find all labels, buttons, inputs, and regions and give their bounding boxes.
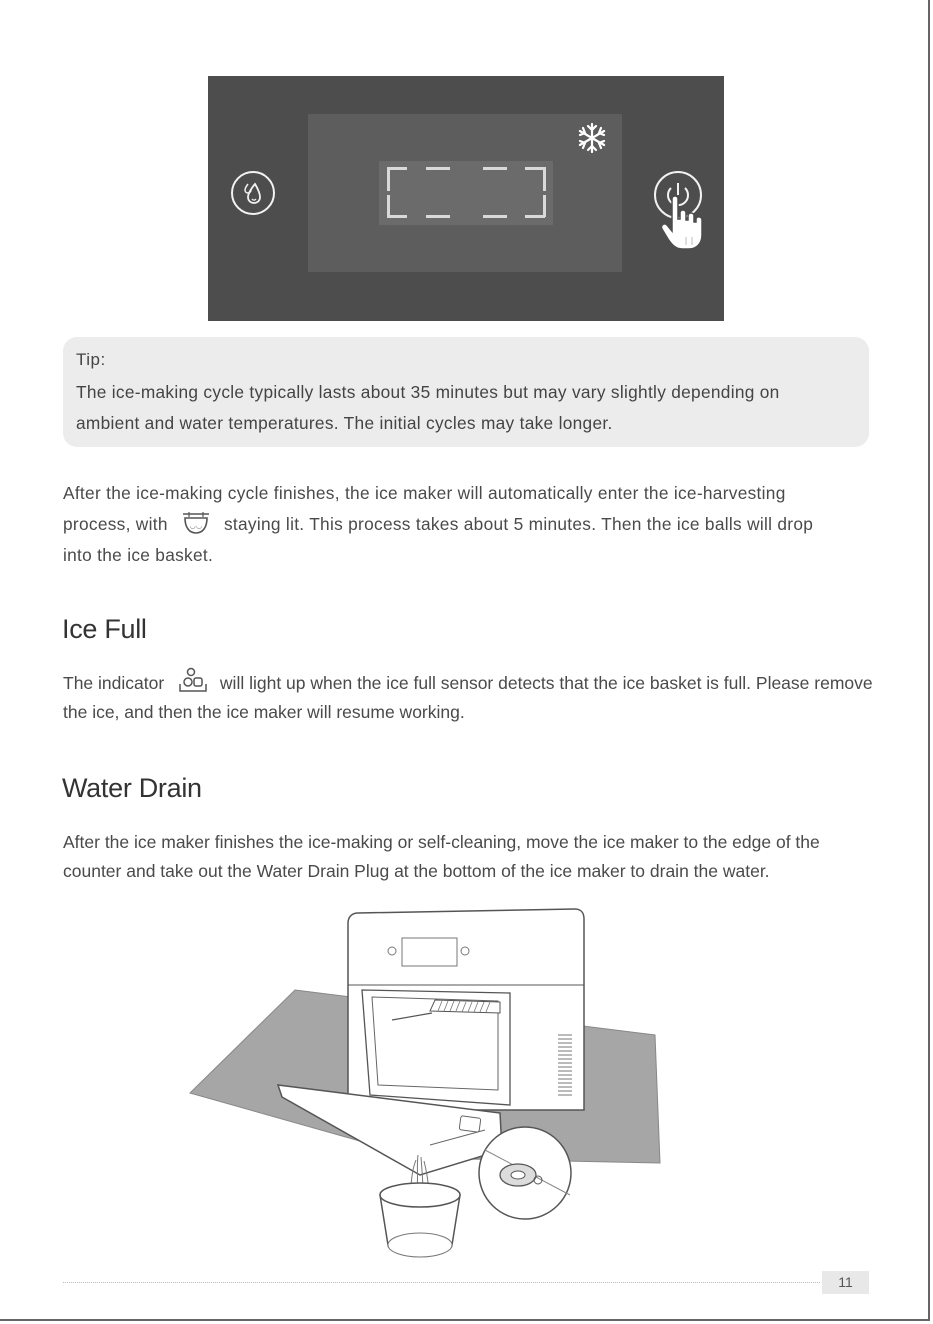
water-drain-paragraph [63, 828, 893, 886]
ice-full-paragraph [63, 669, 893, 727]
digit-display [379, 161, 553, 225]
water-drain-line-2: counter and take out the Water Drain Plug at the bottom of the ice maker to drain the water. [63, 861, 770, 881]
water-drain-heading: Water Drain [62, 773, 202, 803]
ice-full-heading: Ice Full [62, 614, 147, 644]
page-number: 11 [822, 1271, 869, 1294]
tip-title: Tip: [76, 350, 106, 369]
footer-divider [63, 1282, 820, 1283]
tip-line-1: The ice-making cycle typically lasts about 35 minutes but may vary slightly depending on [76, 382, 780, 402]
ice-maker-drain-illustration [180, 905, 700, 1265]
ice-harvest-icon [179, 511, 213, 535]
harvest-line-2: process, with ◡◡ staying lit. This process takes about 5 minutes. Then the ice balls will drop [63, 509, 883, 540]
control-panel-illustration [208, 76, 724, 321]
ice-full-icon [177, 667, 209, 695]
display-area [308, 114, 622, 272]
tip-body [76, 377, 866, 439]
svg-text:◡◡: ◡◡ [189, 522, 203, 531]
water-drop-icon [231, 171, 275, 215]
snowflake-icon [576, 122, 608, 154]
hand-pointer-icon [658, 191, 708, 251]
water-drain-line-1: After the ice maker finishes the ice-making or self-cleaning, move the ice maker to the edge of the [63, 832, 820, 852]
tip-box [63, 337, 869, 447]
harvest-paragraph [63, 478, 883, 571]
ice-full-line-2: the ice, and then the ice maker will resume working. [63, 702, 465, 723]
ice-full-line-1: The indicator will light up when the ice full sensor detects that the ice basket is full. Please remove [63, 669, 893, 698]
tip-line-2: ambient and water temperatures. The initial cycles may take longer. [76, 413, 613, 433]
harvest-line-1: After the ice-making cycle finishes, the ice maker will automatically enter the ice-harvesting [63, 483, 786, 503]
harvest-line-3: into the ice basket. [63, 545, 214, 565]
